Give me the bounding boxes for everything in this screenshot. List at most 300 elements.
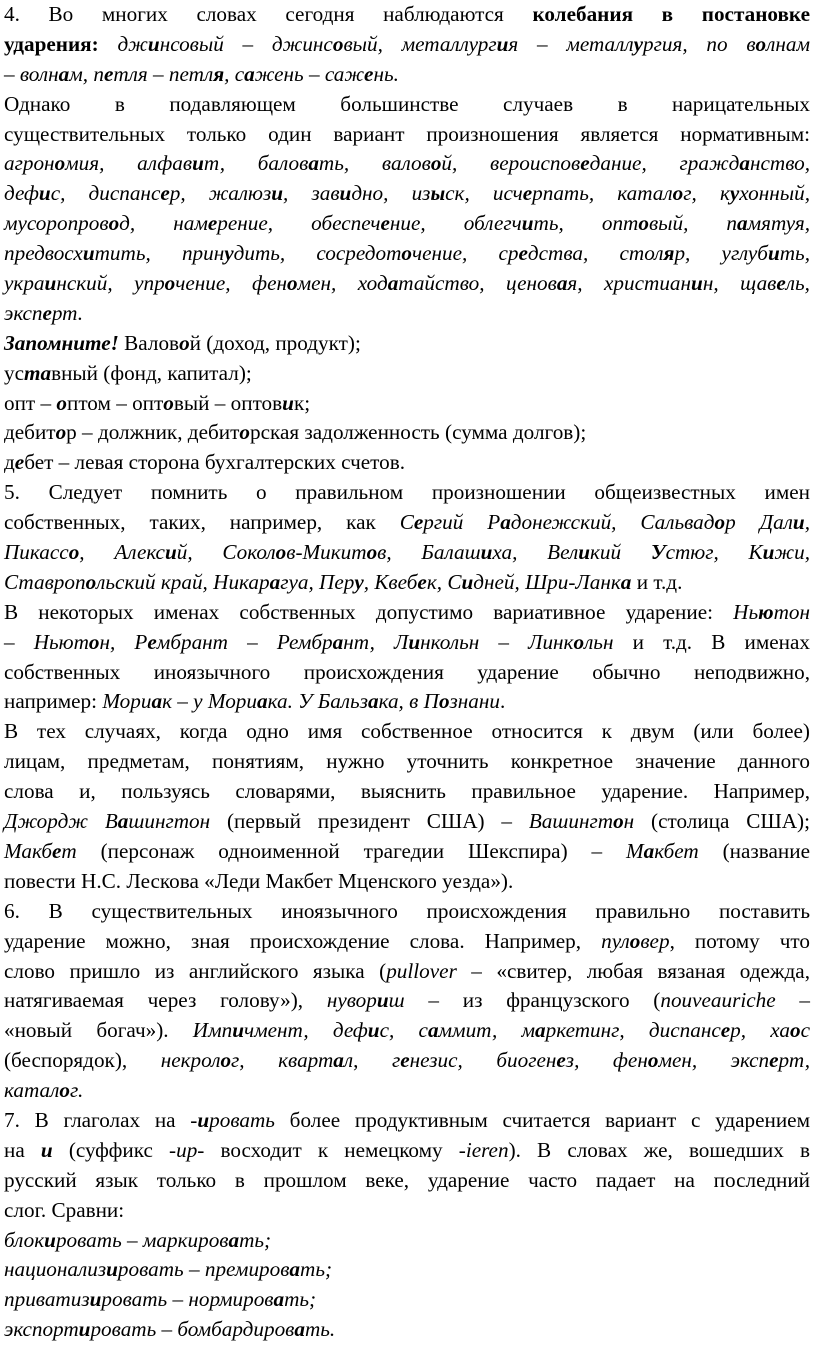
- stressed-text: и: [78, 1317, 91, 1342]
- text-segment: повести Н.С. Лескова «Леди Макбет Мценского уезда»).: [4, 868, 514, 893]
- stressed-text: у: [354, 569, 364, 594]
- text-segment: деф: [4, 181, 39, 206]
- text-segment: приватиз: [4, 1287, 90, 1312]
- text-segment: эксп: [4, 300, 43, 325]
- stressed-text: и: [106, 1257, 118, 1282]
- text-segment: 7. В глаголах на -: [4, 1107, 198, 1132]
- stressed-text: о: [164, 271, 176, 296]
- text-segment: Мори: [102, 689, 152, 714]
- stressed-text: е: [522, 181, 533, 206]
- text-segment: кий: [590, 540, 651, 565]
- text-segment: (первый президент США) –: [210, 809, 529, 834]
- text-line: [4, 120, 810, 150]
- stressed-text: и: [521, 211, 534, 236]
- stressed-text: и: [38, 181, 51, 206]
- stressed-text: о: [239, 420, 250, 445]
- text-segment: с, диспанс: [50, 181, 161, 206]
- text-segment: вный (фонд, капитал);: [51, 360, 252, 385]
- text-line: [4, 389, 810, 419]
- stressed-text: и: [691, 271, 703, 296]
- text-segment: и т.д.: [631, 569, 683, 594]
- text-line: [4, 60, 810, 90]
- stressed-text: а: [737, 211, 748, 236]
- stressed-text: и: [461, 569, 474, 594]
- text-segment: Пикасс: [4, 540, 69, 565]
- text-line: [4, 777, 810, 807]
- text-segment: незис, биоген: [409, 1048, 557, 1073]
- text-line: [4, 1196, 810, 1226]
- text-segment: нь.: [373, 61, 399, 86]
- stressed-text: е: [51, 838, 62, 863]
- stressed-text: о: [755, 31, 767, 56]
- stressed-text: о: [108, 211, 120, 236]
- text-segment: ровать – нормиров: [101, 1287, 274, 1312]
- stressed-text: а: [643, 838, 655, 863]
- text-segment: Имп: [192, 1018, 233, 1043]
- text-segment: в, Балаш: [377, 540, 481, 565]
- text-segment: ш: [388, 988, 405, 1013]
- stressed-text: а: [294, 1317, 305, 1342]
- text-segment: Однако в подавляющем большинстве случаев в нарицательных: [4, 91, 810, 116]
- text-segment: – из французского (: [404, 988, 661, 1013]
- text-segment: к – у Мори: [162, 689, 257, 714]
- text-segment: льский край, Никар: [96, 569, 270, 594]
- text-segment: ть.: [304, 1317, 336, 1342]
- text-segment: ха, Вел: [492, 540, 579, 565]
- text-segment: дней, Шри-Ланк: [473, 569, 621, 594]
- text-segment: рт,: [778, 1048, 810, 1073]
- text-segment: чение, фен: [175, 271, 287, 296]
- stressed-text: и: [367, 1018, 380, 1043]
- text-segment: ргий Р: [423, 510, 501, 535]
- text-line: [4, 299, 810, 329]
- text-segment: рение, обеспеч: [217, 211, 381, 236]
- stressed-text: е: [720, 1018, 731, 1043]
- stressed-text: и: [767, 241, 780, 266]
- text-segment: з, фен: [565, 1048, 648, 1073]
- stressed-text: е: [413, 510, 424, 535]
- stressed-text: у: [224, 241, 234, 266]
- stressed-text: я: [213, 61, 225, 86]
- text-segment: 6. В существительных иноязычного происхождения правильно поставить: [4, 898, 810, 923]
- text-segment: ть, валов: [318, 151, 431, 176]
- stressed-text: о: [220, 1048, 232, 1073]
- text-segment: ieren: [465, 1137, 509, 1162]
- text-segment: русский язык только в прошлом веке, ударение часто падает на последний: [4, 1167, 810, 1192]
- text-segment: ргия, по в: [643, 31, 756, 56]
- stressed-text: е: [580, 151, 590, 176]
- stressed-text: а: [308, 151, 319, 176]
- text-segment: В тех случаях, когда одно имя собственное относится к двум (или более): [4, 719, 810, 744]
- text-segment: ровать – премиров: [117, 1257, 290, 1282]
- text-segment: Нь: [733, 599, 759, 624]
- stressed-text: е: [776, 271, 786, 296]
- stressed-text: и: [480, 540, 493, 565]
- text-segment: (персонаж одноименной трагедии Шекспира) –: [76, 838, 626, 863]
- stressed-text: а: [257, 689, 268, 714]
- stressed-text: е: [160, 181, 170, 206]
- stressed-text: и: [147, 31, 160, 56]
- text-line: [4, 717, 810, 747]
- text-segment: рская задолженность (сумма долгов);: [249, 420, 587, 445]
- text-segment: ние, облегч: [389, 211, 522, 236]
- stressed-text: ю: [758, 599, 774, 624]
- stressed-text: о: [179, 330, 190, 355]
- text-segment: – Ньют: [4, 629, 89, 654]
- text-line: [4, 598, 810, 628]
- text-segment: катал: [4, 1078, 60, 1103]
- text-segment: вый, п: [648, 211, 738, 236]
- text-segment: жи,: [774, 540, 811, 565]
- stressed-text: о: [56, 390, 67, 415]
- text-segment: чмент, деф: [244, 1018, 368, 1043]
- text-line: [4, 448, 810, 478]
- text-segment: Вашингт: [528, 809, 614, 834]
- text-segment: вер: [640, 928, 670, 953]
- text-segment: хонный,: [739, 181, 810, 206]
- stressed-text: и: [44, 1227, 56, 1252]
- text-line: [4, 1226, 810, 1256]
- text-segment: Ставроп: [4, 569, 86, 594]
- stressed-text: и: [271, 181, 284, 206]
- text-segment: ровать – бомбардиров: [90, 1317, 295, 1342]
- stressed-text: и: [792, 510, 805, 535]
- text-segment: ть;: [284, 1287, 317, 1312]
- text-segment: пул: [601, 928, 630, 953]
- stressed-text: а: [58, 61, 70, 86]
- text-segment: ,: [353, 1048, 392, 1073]
- text-line: [4, 0, 810, 30]
- text-segment: существительных только один вариант произношения является нормативным:: [4, 121, 810, 146]
- stressed-text: и: [578, 540, 590, 565]
- stressed-text: а: [332, 629, 344, 654]
- text-segment: я, христиан: [567, 271, 692, 296]
- stressed-text: а: [228, 1227, 240, 1252]
- text-segment: р, жалюз: [169, 181, 272, 206]
- stressed-text: ы: [430, 181, 446, 206]
- text-line: [4, 1166, 810, 1196]
- text-segment: льн: [584, 629, 614, 654]
- text-segment: – волн: [4, 61, 59, 86]
- text-line: [4, 1285, 810, 1315]
- stressed-text: о: [163, 390, 174, 415]
- text-segment: экспорт: [4, 1317, 79, 1342]
- text-segment: мен, ход: [297, 271, 388, 296]
- stressed-text: а: [333, 1048, 344, 1073]
- text-segment: мбрант – Рембр: [156, 629, 333, 654]
- text-segment: г, кварт: [231, 1048, 334, 1073]
- text-segment: ть, опт: [533, 211, 639, 236]
- text-segment: г: [391, 1048, 401, 1073]
- stressed-text: и: [44, 271, 57, 296]
- text-line: [4, 1076, 810, 1106]
- text-segment: слова и, пользуясь словарями, выяснить правильное ударение. Например,: [4, 779, 810, 804]
- text-segment: я – металл: [508, 31, 634, 56]
- stressed-text: и: [496, 31, 509, 56]
- text-segment: , зав: [283, 181, 340, 206]
- stressed-text: е: [380, 211, 390, 236]
- text-segment: знани: [449, 689, 501, 714]
- text-line: [4, 897, 810, 927]
- stressed-text: а: [151, 689, 163, 714]
- text-segment: 4. Во многих словах сегодня наблюдаются: [4, 2, 533, 26]
- text-segment: агрон: [4, 151, 55, 176]
- stressed-text: и: [232, 1018, 244, 1043]
- text-segment: ровать – маркиров: [55, 1227, 229, 1252]
- text-segment: ркетинг, диспанс: [545, 1018, 721, 1043]
- text-line: [4, 1106, 810, 1136]
- text-segment: ,: [804, 510, 811, 535]
- text-segment: нувор: [326, 988, 377, 1013]
- text-segment: мия, алфав: [65, 151, 193, 176]
- stressed-text: а: [620, 569, 632, 594]
- stressed-text: у: [633, 31, 644, 56]
- text-segment: – «свитер, любая вязаная одежда,: [456, 958, 810, 983]
- stressed-text: и: [164, 540, 177, 565]
- text-segment: nouveauriche: [660, 988, 776, 1013]
- stressed-text: а: [556, 271, 568, 296]
- text-segment: стюг, К: [665, 540, 763, 565]
- stressed-text: о: [332, 31, 344, 56]
- text-segment: более продуктивным считается вариант с ударением: [274, 1107, 810, 1132]
- stressed-text: е: [400, 1048, 410, 1073]
- stressed-text: и: [339, 181, 352, 206]
- stressed-text: и: [408, 629, 421, 654]
- text-segment: Макб: [4, 838, 52, 863]
- text-line: [4, 359, 810, 389]
- text-segment: вый, металлург: [343, 31, 497, 56]
- stressed-text: е: [103, 61, 114, 86]
- text-segment: ть;: [300, 1257, 333, 1282]
- text-segment: л: [343, 1048, 354, 1073]
- text-segment: с, с: [379, 1018, 428, 1043]
- text-segment: тон: [773, 599, 810, 624]
- stressed-text: колебания в постановке: [532, 2, 810, 26]
- stressed-text: я: [663, 241, 675, 266]
- text-line: [4, 568, 810, 598]
- text-segment: ). В словах же, вошедших в: [508, 1137, 811, 1162]
- text-segment: –: [775, 988, 810, 1013]
- text-segment: опт –: [4, 390, 57, 415]
- text-segment: 5. Следует помнить о правильном произношении общеизвестных имен: [4, 480, 810, 505]
- stressed-text: и: [40, 1137, 53, 1162]
- stressed-text: а: [500, 510, 511, 535]
- text-segment: р Дал: [725, 510, 793, 535]
- text-segment: «новый богач»).: [4, 1018, 193, 1043]
- stressed-text: У: [650, 540, 666, 565]
- text-segment: например:: [4, 689, 103, 714]
- text-segment: рт.: [51, 300, 84, 325]
- stressed-text: е: [14, 450, 25, 475]
- text-segment: й, Сокол: [176, 540, 276, 565]
- text-line: [4, 478, 810, 508]
- text-segment: дебит: [4, 420, 56, 445]
- text-segment: ус: [4, 360, 24, 385]
- text-segment: ть;: [239, 1227, 272, 1252]
- text-line: [4, 538, 810, 568]
- text-segment: В некоторых именах собственных допустимо вариативное ударение:: [4, 599, 734, 624]
- stressed-text: е: [417, 569, 427, 594]
- text-segment: ударение можно, зная происхождение слова. Например,: [4, 928, 602, 953]
- text-line: [4, 1046, 810, 1076]
- text-segment: ммит, м: [438, 1018, 536, 1043]
- text-segment: м, п: [69, 61, 104, 86]
- text-line: [4, 957, 810, 987]
- text-segment: тайство, ценов: [398, 271, 557, 296]
- text-segment: ка, в П: [378, 689, 439, 714]
- stressed-text: и: [82, 241, 95, 266]
- text-segment: лнам: [766, 31, 810, 56]
- text-line: [4, 329, 810, 359]
- text-segment: чение, ср: [411, 241, 519, 266]
- stressed-text: о: [85, 569, 97, 594]
- text-line: [4, 687, 810, 717]
- stressed-text: о: [647, 1048, 659, 1073]
- stressed-text: е: [42, 300, 52, 325]
- text-segment: мен, эксп: [658, 1048, 770, 1073]
- text-segment: национализ: [4, 1257, 107, 1282]
- text-segment: т, балов: [203, 151, 309, 176]
- text-segment: дства, стол: [527, 241, 664, 266]
- stressed-text: а: [387, 271, 399, 296]
- text-segment: лицам, предметам, понятиям, нужно уточнить конкретное значение данного: [4, 749, 810, 774]
- stressed-text: е: [147, 629, 157, 654]
- text-line: [4, 658, 810, 688]
- stressed-text: о: [54, 151, 66, 176]
- text-segment: ть,: [779, 241, 810, 266]
- stressed-text: о: [59, 1078, 70, 1103]
- text-segment: вый – оптов: [173, 390, 283, 415]
- text-line: [4, 986, 810, 1016]
- text-segment: н: [623, 809, 635, 834]
- stressed-text: о: [573, 629, 585, 654]
- stressed-text: о: [430, 151, 442, 176]
- text-line: [4, 807, 810, 837]
- text-segment: нкольн – Линк: [420, 629, 574, 654]
- text-line: [4, 628, 810, 658]
- stressed-text: а: [117, 809, 129, 834]
- text-line: [4, 209, 810, 239]
- text-segment: нт, Л: [343, 629, 409, 654]
- stressed-text: а: [535, 1018, 546, 1043]
- text-line: [4, 30, 810, 60]
- stressed-text: и: [192, 151, 204, 176]
- text-segment: .: [500, 689, 506, 714]
- stressed-text: ударения:: [4, 31, 118, 56]
- text-line: [4, 418, 810, 448]
- stressed-text: е: [364, 61, 374, 86]
- text-segment: нство,: [749, 151, 811, 176]
- stressed-text: та: [24, 360, 52, 385]
- stressed-text: и: [197, 1107, 210, 1132]
- stressed-text: о: [401, 241, 412, 266]
- text-segment: С: [399, 510, 414, 535]
- text-line: [4, 837, 810, 867]
- stressed-text: о: [672, 181, 684, 206]
- text-segment: на: [4, 1137, 41, 1162]
- stressed-text: и: [89, 1287, 102, 1312]
- text-segment: кбет: [654, 838, 699, 863]
- text-line: [4, 90, 810, 120]
- text-segment: , с: [224, 61, 245, 86]
- text-segment: ровать: [209, 1107, 275, 1132]
- text-segment: слог. Сравни:: [4, 1197, 125, 1222]
- stressed-text: а: [367, 689, 379, 714]
- text-segment: (название: [698, 838, 810, 863]
- text-segment: натягиваемая через голову»),: [4, 988, 327, 1013]
- text-segment: Валов: [118, 330, 180, 355]
- text-segment: тля – петл: [113, 61, 214, 86]
- text-line: [4, 867, 810, 897]
- stressed-text: а: [273, 1287, 285, 1312]
- stressed-text: и: [376, 988, 389, 1013]
- text-line: [4, 1136, 810, 1166]
- text-line: [4, 1315, 810, 1345]
- text-segment: бет – левая сторона бухгалтерских счетов.: [24, 450, 406, 475]
- stressed-text: у: [729, 181, 740, 206]
- text-segment: тить, прин: [94, 241, 225, 266]
- text-segment: Джордж В: [4, 809, 118, 834]
- stressed-text: а: [269, 569, 281, 594]
- text-segment: нсовый – джинс: [159, 31, 333, 56]
- text-segment: дж: [117, 31, 148, 56]
- text-segment: т: [61, 838, 77, 863]
- stressed-text: и: [282, 390, 294, 415]
- stressed-text: о: [629, 928, 641, 953]
- text-segment: ир-: [176, 1137, 205, 1162]
- text-line: [4, 149, 810, 179]
- text-line: [4, 179, 810, 209]
- text-segment: ка. У Бальз: [267, 689, 368, 714]
- text-segment: и т.д. В именах: [613, 629, 810, 654]
- text-segment: птом – опт: [66, 390, 164, 415]
- text-segment: р – должник, дебит: [66, 420, 240, 445]
- text-segment: блок: [4, 1227, 45, 1252]
- stressed-text: о: [88, 629, 100, 654]
- stressed-text: о: [638, 211, 649, 236]
- text-segment: восходит к немецкому -: [204, 1137, 466, 1162]
- text-segment: мятуя,: [747, 211, 810, 236]
- stressed-text: а: [739, 151, 750, 176]
- text-line: [4, 747, 810, 777]
- text-segment: к;: [293, 390, 311, 415]
- text-line: [4, 269, 810, 299]
- text-segment: ль,: [785, 271, 810, 296]
- text-segment: д, нам: [119, 211, 208, 236]
- text-segment: некрол: [160, 1048, 221, 1073]
- text-segment: гуа, Пер: [280, 569, 355, 594]
- text-segment: й, вероиспов: [441, 151, 581, 176]
- text-segment: pullover: [386, 958, 457, 983]
- stressed-text: Запомните!: [4, 330, 119, 355]
- stressed-text: о: [790, 1018, 801, 1043]
- stressed-text: е: [769, 1048, 779, 1073]
- text-segment: рпать, катал: [532, 181, 673, 206]
- text-segment: собственных иноязычного происхождения ударение обычно неподвижно,: [4, 659, 810, 684]
- text-segment: дить, сосредот: [233, 241, 402, 266]
- text-segment: дание, гражд: [589, 151, 740, 176]
- text-segment: шингтон: [128, 809, 211, 834]
- stressed-text: а: [289, 1257, 301, 1282]
- text-segment: р, ха: [730, 1018, 791, 1043]
- text-segment: (суффикс -: [52, 1137, 177, 1162]
- text-line: [4, 927, 810, 957]
- stressed-text: е: [518, 241, 528, 266]
- text-segment: ск, исч: [445, 181, 523, 206]
- text-line: [4, 1016, 810, 1046]
- text-segment: , Квеб: [363, 569, 418, 594]
- text-segment: укра: [4, 271, 45, 296]
